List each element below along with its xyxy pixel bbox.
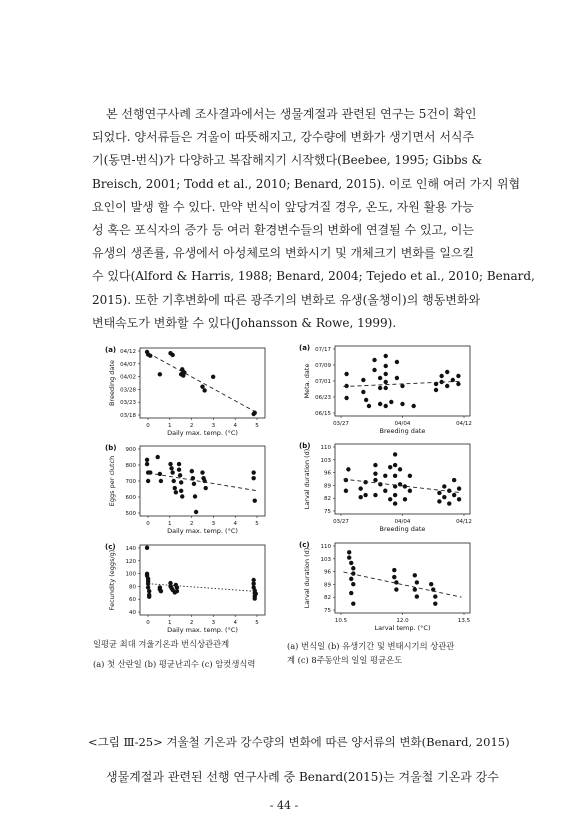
x-tick-label: 0 (146, 423, 150, 429)
data-point (344, 384, 348, 388)
paragraph-line: 2015). 또한 기후변화에 따른 광주기의 변화로 유생(올챙이)의 행동변화와 (92, 292, 481, 307)
data-point (145, 462, 149, 466)
y-tick-label: 60 (129, 597, 136, 604)
data-point (202, 388, 206, 392)
data-point (145, 458, 149, 462)
data-point (434, 388, 438, 392)
data-point (442, 495, 446, 499)
figure-caption: <그림 Ⅲ-25> 겨울철 기온과 강수량의 변화에 따른 양서류의 변화(Benard, 2015) (88, 735, 510, 749)
x-tick-label: 0 (146, 620, 150, 626)
data-point (378, 386, 382, 390)
data-point (437, 491, 441, 495)
paragraph-line: 변태속도가 변화할 수 있다(Johansson & Rowe, 1999). (92, 315, 397, 330)
data-point (411, 404, 415, 408)
data-point (383, 474, 387, 478)
x-tick-label: 5 (255, 521, 259, 527)
data-point (413, 587, 417, 591)
y-axis-label: Fecundity (eggs/g) (108, 549, 116, 611)
y-axis-label: Breeding date (108, 360, 116, 406)
data-point (415, 580, 419, 584)
data-point (146, 579, 150, 583)
data-point (349, 591, 353, 595)
data-point (158, 372, 162, 376)
data-point (349, 577, 353, 581)
data-point (251, 582, 255, 586)
data-point (392, 568, 396, 572)
data-point (373, 471, 377, 475)
x-tick-label: 10.5 (334, 618, 348, 624)
plot-frame (335, 346, 470, 416)
data-point (200, 470, 204, 474)
data-point (358, 495, 362, 499)
data-point (253, 594, 257, 598)
data-point (394, 587, 398, 591)
data-point (361, 390, 365, 394)
data-point (388, 465, 392, 469)
x-tick-label: 13.5 (457, 618, 471, 624)
data-point (253, 596, 257, 600)
data-point (146, 352, 150, 356)
plot-frame (335, 543, 470, 613)
data-point (148, 470, 152, 474)
y-axis-label: Larval duration (d) (303, 448, 311, 510)
data-point (358, 486, 362, 490)
y-tick-label: 800 (125, 463, 136, 469)
data-point (393, 452, 397, 456)
page-number: - 44 - (269, 799, 299, 812)
data-point (146, 582, 150, 586)
data-point (392, 575, 396, 579)
plot-frame (140, 446, 265, 516)
y-tick-label: 120 (125, 558, 136, 565)
panel-letter: (c) (105, 543, 116, 551)
data-point (384, 364, 388, 368)
data-point (378, 376, 382, 380)
x-tick-label: 2 (189, 620, 194, 626)
data-point (344, 396, 348, 400)
data-point (192, 482, 196, 486)
left-subcaption (93, 637, 255, 671)
y-tick-label: 75 (324, 608, 331, 614)
data-point (253, 499, 257, 503)
right-subcaption-line1: (a) 번식일 (b) 유생기간 및 변태시기의 상관관 (287, 641, 455, 651)
data-point (251, 412, 255, 416)
data-point (173, 486, 177, 490)
x-tick-label: 4 (233, 521, 237, 527)
data-point (191, 476, 195, 480)
y-tick-label: 100 (125, 571, 136, 578)
data-point (364, 398, 368, 402)
data-point (437, 499, 441, 503)
data-point (344, 372, 348, 376)
data-point (190, 469, 194, 473)
x-tick-label: 04/12 (456, 421, 472, 427)
x-tick-label: 04/04 (394, 519, 411, 525)
y-tick-label: 96 (324, 569, 331, 576)
left-subcaption-line2: (a) 첫 산란일 (b) 평균난괴수 (c) 암컷생식력 (93, 659, 256, 669)
data-point (413, 573, 417, 577)
data-point (373, 493, 377, 497)
data-point (168, 462, 172, 466)
y-tick-label: 07/17 (315, 347, 331, 353)
trend-line (148, 584, 256, 592)
x-tick-label: 1 (168, 620, 172, 626)
data-point (146, 470, 150, 474)
panel-letter: (a) (299, 344, 311, 352)
data-point (457, 497, 461, 501)
y-axis-label: Eggs per clutch (108, 455, 116, 507)
plot-frame (140, 545, 265, 615)
data-point (179, 372, 183, 376)
data-point (170, 588, 174, 592)
y-tick-label: 500 (125, 511, 136, 517)
paragraph-line: 요인이 발생 할 수 있다. 만약 번식이 앞당겨질 경우, 온도, 자원 활용 가능 (92, 199, 474, 214)
data-point (169, 586, 173, 590)
y-tick-label: 07/09 (315, 363, 331, 369)
data-point (158, 587, 162, 591)
data-point (433, 594, 437, 598)
y-tick-label: 82 (324, 595, 331, 602)
data-point (398, 482, 402, 486)
y-tick-label: 03/18 (120, 413, 136, 419)
data-point (434, 382, 438, 386)
data-point (373, 478, 377, 482)
data-point (363, 493, 367, 497)
data-point (179, 489, 183, 493)
data-point (393, 493, 397, 497)
trend-line (343, 479, 461, 493)
data-point (201, 476, 205, 480)
y-tick-label: 03/23 (120, 400, 136, 407)
data-point (363, 480, 367, 484)
y-tick-label: 103 (320, 457, 331, 464)
data-point (174, 583, 178, 587)
data-point (447, 489, 451, 493)
paragraph-line: 유생의 생존률, 유생에서 아성체로의 변화시기 및 개체크기 변화를 일으킬 (92, 246, 475, 261)
data-point (384, 404, 388, 408)
data-point (349, 561, 353, 565)
data-point (203, 486, 207, 490)
data-point (403, 484, 407, 488)
x-tick-label: 3 (211, 620, 216, 626)
paragraph-line: 기(동면-번식)가 다양하고 복잡해지기 시작했다(Beebee, 1995; Gibbs & (92, 153, 483, 168)
x-axis-label: Daily max. temp. (°C) (167, 527, 238, 535)
x-tick-label: 12.0 (396, 618, 409, 624)
y-tick-label: 75 (324, 509, 331, 515)
x-tick-label: 04/12 (456, 519, 472, 525)
y-tick-label: 96 (324, 470, 331, 477)
data-point (168, 351, 172, 355)
plot-frame (335, 444, 470, 514)
data-point (408, 489, 412, 493)
data-point (145, 546, 149, 550)
paragraph-line: Breisch, 2001; Todd et al., 2010; Benard, 2015). 이로 인해 여러 가지 위협 (92, 176, 521, 191)
data-point (180, 494, 184, 498)
data-point (429, 582, 433, 586)
data-point (251, 470, 255, 474)
y-tick-label: 03/28 (120, 387, 136, 394)
data-point (378, 402, 382, 406)
data-point (457, 486, 461, 490)
x-tick-label: 4 (233, 620, 237, 626)
intro-paragraph (92, 103, 535, 335)
data-point (395, 360, 399, 364)
data-point (172, 479, 176, 483)
data-point (395, 376, 399, 380)
data-point (253, 588, 257, 592)
second-paragraph (92, 766, 499, 789)
data-point (145, 572, 149, 576)
data-point (456, 382, 460, 386)
x-tick-label: 2 (189, 423, 194, 429)
data-point (251, 585, 255, 589)
data-point (148, 354, 152, 358)
data-point (393, 501, 397, 505)
x-axis-label: Daily max. temp. (°C) (167, 626, 238, 634)
data-point (439, 380, 443, 384)
left-subcaption-line1: 일평균 최대 겨울기온과 번식상관관계 (93, 639, 230, 649)
paragraph-line: 되었다. 양서류들은 겨울이 따뜻해지고, 강수량에 변화가 생기면서 서식주 (92, 130, 475, 145)
panel-letter: (b) (299, 442, 311, 450)
y-tick-label: 89 (324, 483, 331, 490)
y-tick-label: 900 (125, 447, 136, 453)
x-tick-label: 2 (189, 521, 194, 527)
data-point (253, 591, 257, 595)
data-point (451, 378, 455, 382)
data-point (168, 584, 172, 588)
data-point (168, 581, 172, 585)
data-point (388, 497, 392, 501)
y-tick-label: 110 (320, 544, 331, 550)
panel-letter: (a) (105, 346, 117, 354)
right-subcaption (287, 639, 454, 667)
paragraph-line: 생물계절과 관련된 선행 연구사례 중 Benard(2015)는 겨울철 기온과 강수 (106, 770, 499, 784)
data-point (403, 497, 407, 501)
x-tick-label: 5 (255, 423, 259, 429)
data-point (200, 385, 204, 389)
x-axis-label: Daily max. temp. (°C) (167, 429, 238, 437)
y-tick-label: 04/07 (120, 361, 136, 368)
data-point (389, 400, 393, 404)
data-point (194, 510, 198, 514)
data-point (393, 484, 397, 488)
data-point (394, 580, 398, 584)
data-point (146, 479, 150, 483)
x-axis-label: Breeding date (379, 525, 426, 533)
paragraph-line: 본 선행연구사례 조사결과에서는 생물계절과 관련된 연구는 5건이 확인 (106, 107, 477, 121)
data-point (383, 489, 387, 493)
data-point (177, 462, 181, 466)
plot-frame (140, 348, 265, 418)
y-tick-label: 89 (324, 582, 331, 589)
data-point (175, 589, 179, 593)
x-tick-label: 1 (168, 423, 172, 429)
data-point (372, 358, 376, 362)
data-point (361, 378, 365, 382)
data-point (452, 493, 456, 497)
data-point (400, 384, 404, 388)
data-point (145, 350, 149, 354)
paragraph-line: 성 혹은 포식자의 증가 등 여러 환경변수들의 변화에 연결될 수 있고, 이는 (92, 222, 474, 237)
data-point (179, 480, 183, 484)
data-point (175, 585, 179, 589)
data-point (346, 467, 350, 471)
data-point (433, 601, 437, 605)
data-point (378, 482, 382, 486)
data-point (193, 494, 197, 498)
data-point (211, 375, 215, 379)
y-tick-label: 40 (129, 610, 136, 616)
data-point (415, 594, 419, 598)
trend-line (148, 353, 256, 413)
data-point (351, 566, 355, 570)
data-point (177, 468, 181, 472)
data-point (347, 555, 351, 559)
data-point (170, 470, 174, 474)
x-tick-label: 03/27 (333, 421, 349, 427)
data-point (170, 353, 174, 357)
panel-letter: (b) (105, 444, 117, 452)
y-axis-label: Larval duration (d) (303, 547, 311, 609)
data-point (447, 501, 451, 505)
data-point (147, 593, 151, 597)
data-point (445, 370, 449, 374)
trend-line (343, 381, 461, 386)
data-point (147, 589, 151, 593)
trend-line (148, 473, 256, 491)
data-point (159, 589, 163, 593)
right-subcaption-line2: 계 (c) 8주동안의 일일 평균온도 (287, 655, 403, 665)
data-point (398, 467, 402, 471)
x-tick-label: 4 (233, 423, 237, 429)
data-point (439, 374, 443, 378)
y-tick-label: 06/15 (315, 411, 331, 417)
trend-line (343, 572, 461, 597)
data-point (251, 578, 255, 582)
data-point (169, 466, 173, 470)
data-point (146, 577, 150, 581)
paragraph-line: 수 있다(Alford & Harris, 1988; Benard, 2004; Tejedo et al., 2010; Benard, (92, 269, 535, 284)
x-axis-label: Breeding date (379, 427, 426, 435)
data-point (408, 474, 412, 478)
y-tick-label: 700 (125, 479, 136, 485)
panel-letter: (c) (299, 541, 310, 549)
x-tick-label: 04/04 (394, 421, 411, 427)
y-tick-label: 04/12 (120, 349, 136, 355)
data-point (431, 587, 435, 591)
data-point (384, 380, 388, 384)
data-point (373, 463, 377, 467)
data-point (442, 484, 446, 488)
data-point (452, 478, 456, 482)
data-point (158, 472, 162, 476)
y-tick-label: 82 (324, 496, 331, 503)
data-point (393, 474, 397, 478)
data-point (254, 591, 258, 595)
data-point (456, 374, 460, 378)
x-tick-label: 03/27 (333, 519, 349, 525)
data-point (158, 585, 162, 589)
y-tick-label: 600 (125, 495, 136, 501)
x-tick-label: 3 (211, 423, 216, 429)
data-point (351, 571, 355, 575)
data-point (251, 476, 255, 480)
data-point (253, 411, 257, 415)
y-tick-label: 103 (320, 556, 331, 563)
y-axis-label: Meta. date (303, 363, 311, 399)
y-tick-label: 07/01 (315, 379, 331, 385)
data-point (180, 367, 184, 371)
y-tick-label: 80 (129, 584, 136, 591)
data-point (445, 384, 449, 388)
data-point (156, 455, 160, 459)
data-point (173, 590, 177, 594)
data-point (182, 370, 186, 374)
y-tick-label: 06/23 (315, 395, 331, 401)
data-point (384, 372, 388, 376)
data-point (146, 585, 150, 589)
data-point (384, 354, 388, 358)
data-point (202, 479, 206, 483)
data-point (145, 573, 149, 577)
data-point (344, 489, 348, 493)
data-point (159, 479, 163, 483)
data-point (147, 595, 151, 599)
x-tick-label: 5 (255, 620, 259, 626)
data-point (174, 490, 178, 494)
data-point (347, 550, 351, 554)
data-point (351, 601, 355, 605)
x-axis-label: Larval temp. (°C) (374, 624, 431, 632)
y-tick-label: 04/02 (120, 374, 136, 381)
data-point (393, 463, 397, 467)
data-point (178, 473, 182, 477)
x-tick-label: 1 (168, 521, 172, 527)
data-point (400, 402, 404, 406)
data-point (344, 478, 348, 482)
x-tick-label: 0 (146, 521, 150, 527)
x-tick-label: 3 (211, 521, 216, 527)
data-point (181, 370, 185, 374)
data-point (181, 373, 185, 377)
data-point (367, 404, 371, 408)
data-point (384, 386, 388, 390)
data-point (372, 368, 376, 372)
data-point (351, 582, 355, 586)
y-tick-label: 110 (320, 445, 331, 451)
y-tick-label: 140 (125, 546, 136, 552)
